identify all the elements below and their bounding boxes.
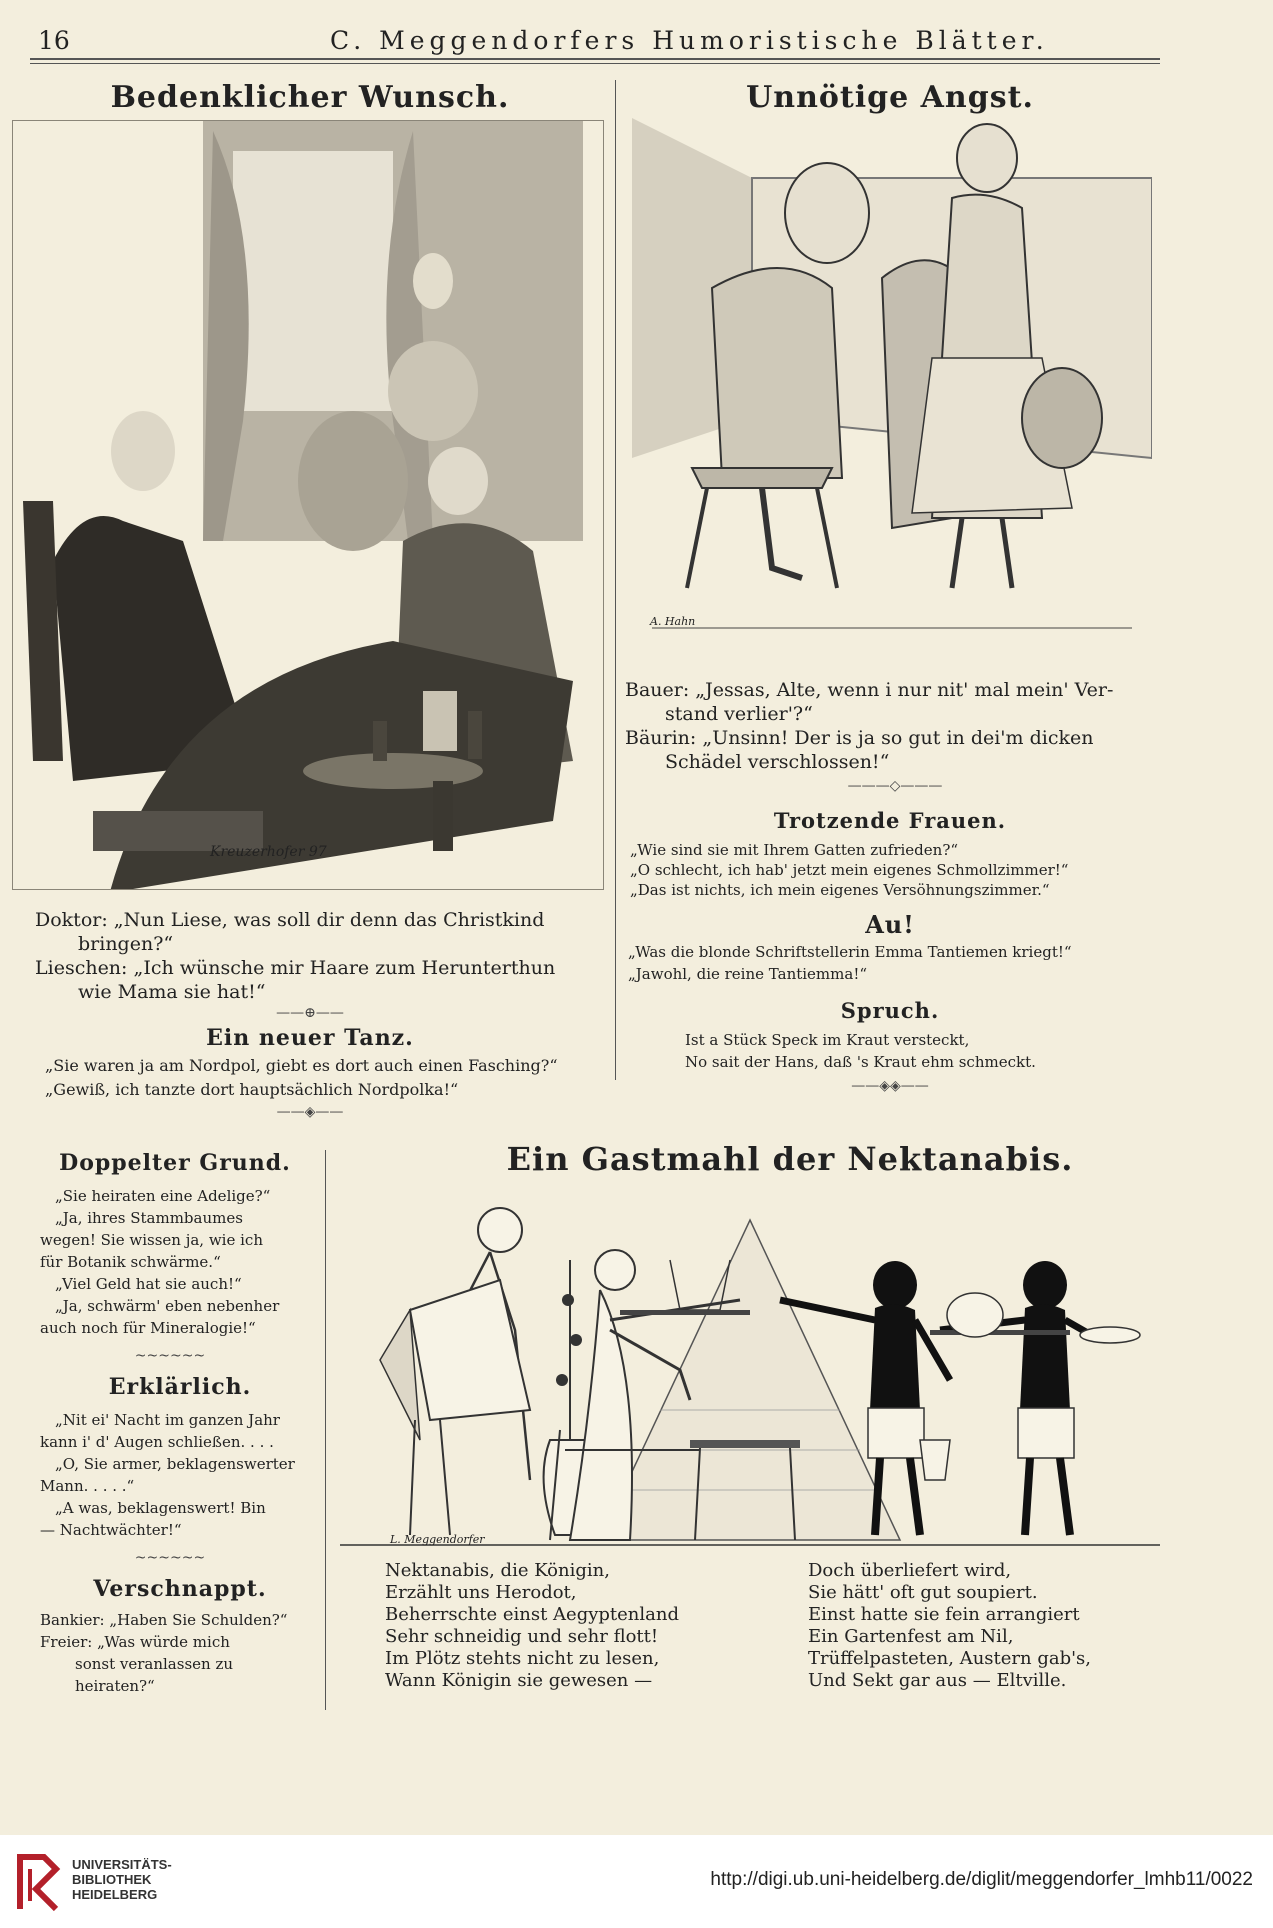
grund-line-6: „Ja, schwärm' eben nebenher [55,1297,280,1315]
verse-left-2: Erzählt uns Herodot, [385,1582,577,1603]
grund-line-5: „Viel Geld hat sie auch!“ [55,1275,242,1293]
grund-title: Doppelter Grund. [59,1150,291,1176]
angst-line-3: Bäurin: „Unsinn! Der is ja so gut in dei'm dicken [625,727,1094,749]
ornament-divider: ——⊕—— [276,1005,344,1021]
verschnappt-line-4: heiraten?“ [75,1677,155,1695]
angst-line-1: Bauer: „Jessas, Alte, wenn i nur nit' mal mein' Ver- [625,679,1114,701]
page-header [30,22,1160,58]
wunsch-title: Bedenklicher Wunsch. [110,80,510,115]
verse-right-1: Doch überliefert wird, [808,1560,1012,1581]
farmer-illustration [632,118,1152,650]
verse-left-4: Sehr schneidig und sehr flott! [385,1626,659,1647]
library-name-line-1: UNIVERSITÄTS- [72,1857,172,1872]
verse-right-4: Ein Gartenfest am Nil, [808,1626,1014,1647]
verse-right-3: Einst hatte sie fein arrangiert [808,1604,1080,1625]
header-rule-thin [30,63,1160,64]
gastmahl-signature: L. Meggendorfer [390,1533,485,1546]
gastmahl-title: Ein Gastmahl der Nektanabis. [506,1140,1074,1178]
verse-left-3: Beherrschte einst Aegyptenland [385,1604,679,1625]
verschnappt-line-3: sonst veranlassen zu [75,1655,234,1673]
verse-right-6: Und Sekt gar aus — Eltville. [808,1670,1067,1691]
tanz-title: Ein neuer Tanz. [206,1025,414,1051]
grund-line-4: für Botanik schwärme.“ [40,1253,221,1271]
running-title: C. Meggendorfers Humoristische Blätter. [330,26,1049,55]
library-logo-icon [14,1849,62,1913]
library-name-line-2: BIBLIOTHEK [72,1872,152,1887]
farmer-scene-drawing [632,118,1152,650]
spruch-line-2: No sait der Hans, daß 's Kraut ehm schmeckt. [685,1053,1036,1071]
verse-left-1: Nektanabis, die Königin, [385,1560,610,1581]
wunsch-line-2: bringen?“ [78,933,174,955]
grund-line-1: „Sie heiraten eine Adelige?“ [55,1187,271,1205]
frauen-line-2: „O schlecht, ich hab' jetzt mein eigenes Schmollzimmer!“ [630,861,1069,879]
frauen-title: Trotzende Frauen. [773,808,1007,833]
verse-right-2: Sie hätt' oft gut soupiert. [808,1582,1038,1603]
verse-left-5: Im Plötz stehts nicht zu lesen, [385,1648,660,1669]
angst-title: Unnötige Angst. [746,80,1034,115]
spruch-line-1: Ist a Stück Speck im Kraut versteckt, [685,1031,970,1049]
verschnappt-title: Verschnappt. [93,1576,267,1602]
au-line-1: „Was die blonde Schriftstellerin Emma Tantiemen kriegt!“ [628,943,1072,961]
erklaerlich-line-4: Mann. . . . .“ [40,1477,135,1495]
doctor-scene-drawing [13,121,603,889]
library-footer [0,1835,1273,1928]
grund-line-2: „Ja, ihres Stammbaumes [55,1209,243,1227]
angst-line-2: stand verlier'?“ [665,703,813,725]
angst-line-4: Schädel verschlossen!“ [665,751,890,773]
au-line-2: „Jawohl, die reine Tantiemma!“ [628,965,868,983]
grund-line-3: wegen! Sie wissen ja, wie ich [40,1231,263,1249]
column-divider [615,80,616,1080]
library-name [72,1857,172,1902]
erklaerlich-line-2: kann i' d' Augen schließen. . . . [40,1433,274,1451]
banquet-drawing [340,1180,1160,1552]
erklaerlich-line-3: „O, Sie armer, beklagenswerter [55,1455,295,1473]
verse-right-5: Trüffelpasteten, Austern gab's, [808,1648,1092,1669]
spruch-title: Spruch. [840,998,940,1023]
wunsch-line-4: wie Mama sie hat!“ [78,981,266,1003]
ornament-divider: ~~~~~~ [134,1550,206,1566]
verse-left-6: Wann Königin sie gewesen — [385,1670,653,1691]
verschnappt-line-2: Freier: „Was würde mich [40,1633,230,1651]
grund-line-7: auch noch für Mineralogie!“ [40,1319,256,1337]
erklaerlich-title: Erklärlich. [108,1374,252,1400]
page-number: 16 [38,26,70,55]
wunsch-signature: Kreuzerhofer 97 [210,844,327,860]
wunsch-line-1: Doktor: „Nun Liese, was soll dir denn das Christkind [35,909,545,931]
frauen-line-1: „Wie sind sie mit Ihrem Gatten zufrieden?“ [630,841,959,859]
erklaerlich-line-6: — Nachtwächter!“ [40,1521,182,1539]
doctor-illustration [12,120,604,890]
tanz-line-1: „Sie waren ja am Nordpol, giebt es dort auch einen Fasching?“ [45,1056,558,1075]
tanz-line-2: „Gewiß, ich tanzte dort hauptsächlich Nordpolka!“ [45,1080,459,1099]
wunsch-line-3: Lieschen: „Ich wünsche mir Haare zum Herunterthun [35,957,556,979]
ornament-divider: ——◈—— [276,1104,344,1120]
bottom-column-divider [325,1150,326,1710]
ornament-divider: ———◇——— [847,778,943,794]
erklaerlich-line-5: „A was, beklagenswert! Bin [55,1499,266,1517]
angst-signature: A. Hahn [650,615,696,628]
au-title: Au! [865,910,915,939]
header-rule [30,58,1160,60]
frauen-line-3: „Das ist nichts, ich mein eigenes Versöhnungszimmer.“ [630,881,1050,899]
egyptian-banquet-illustration [340,1180,1160,1552]
verschnappt-line-1: Bankier: „Haben Sie Schulden?“ [40,1611,288,1629]
library-name-line-3: HEIDELBERG [72,1887,158,1902]
ornament-divider: ~~~~~~ [134,1348,206,1364]
source-url-link[interactable]: http://digi.ub.uni-heidelberg.de/diglit/meggendorfer_lmhb11/0022 [710,1869,1253,1890]
erklaerlich-line-1: „Nit ei' Nacht im ganzen Jahr [55,1411,280,1429]
ornament-divider: ——◈◈—— [851,1078,929,1094]
